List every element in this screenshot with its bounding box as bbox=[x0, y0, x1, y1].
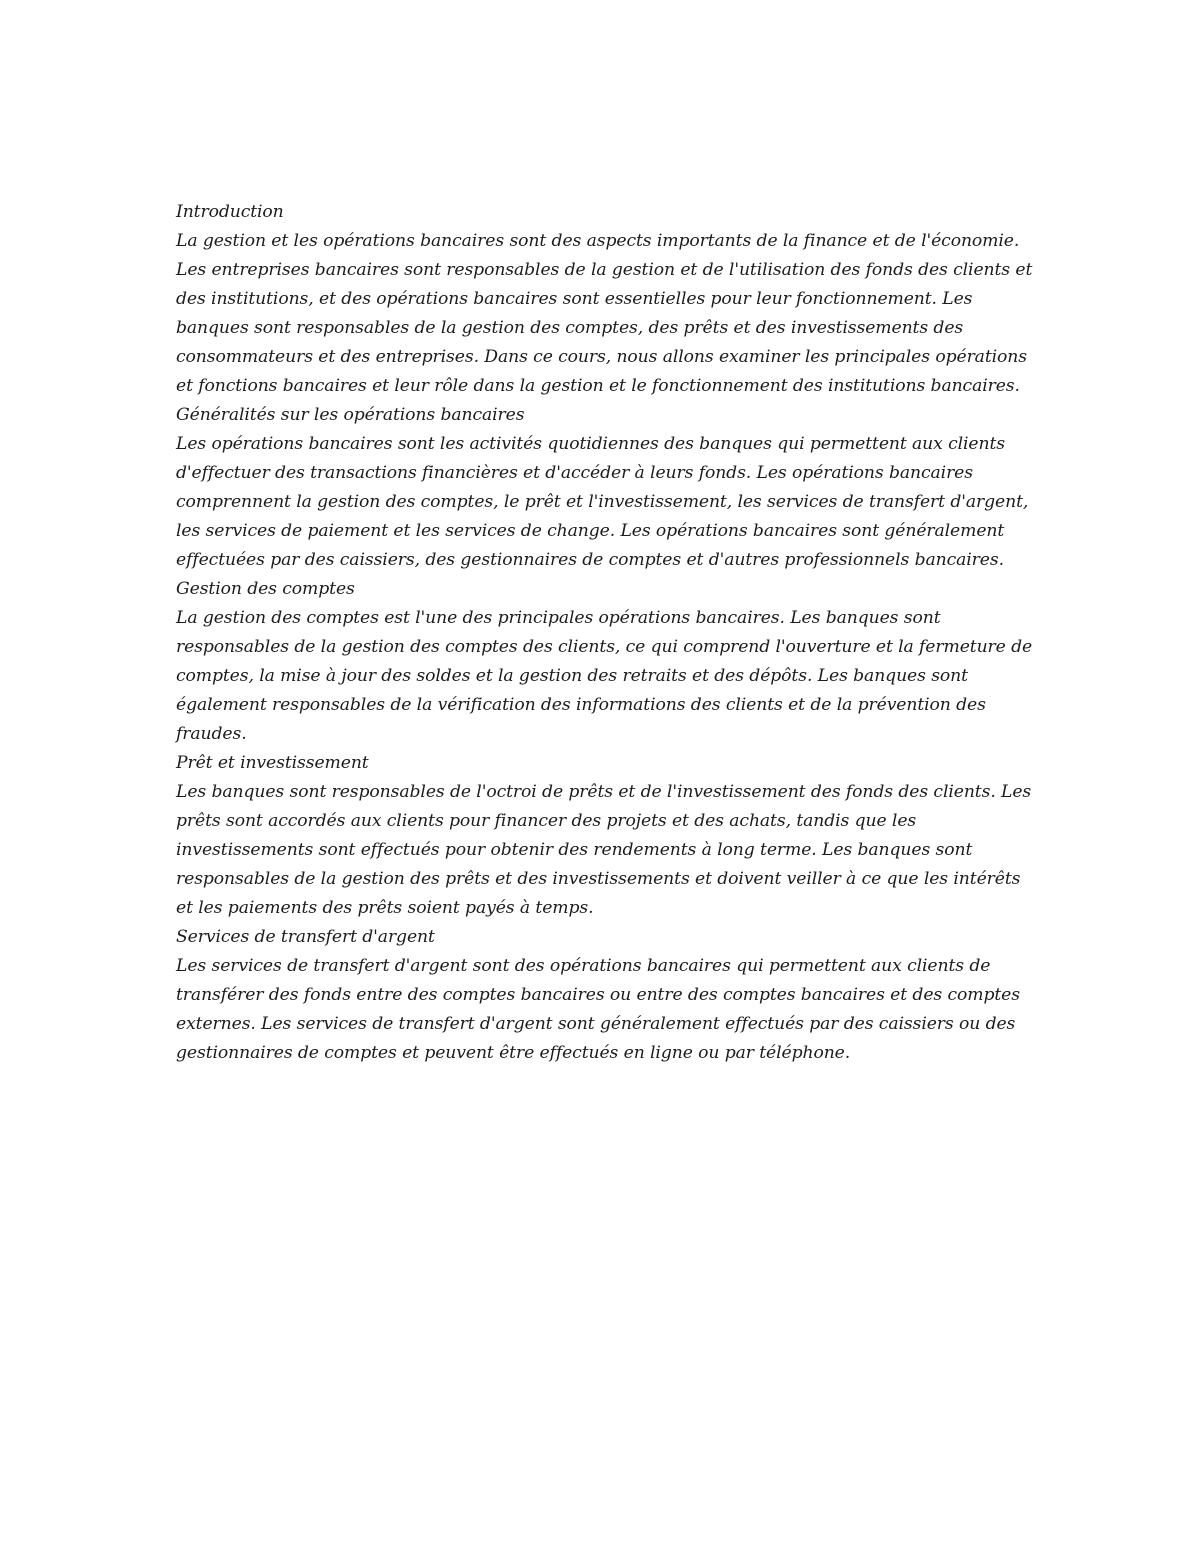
section-heading-pret-et-investissement: Prêt et investissement bbox=[176, 753, 369, 773]
section-heading-generalites: Généralités sur les opérations bancaires bbox=[176, 405, 525, 425]
section-body-pret-et-investissement: Les banques sont responsables de l'octroi de prêts et de l'investissement des fonds des clients. Les prêts sont accordés aux clients pour financer des projets et des achats, tandis que les investissements sont effectués pour obtenir des rendements à long terme. Les banques sont responsables de la gestion des prêts et des investissements et doivent veiller à ce que les intérêts et les paiements des prêts soient payés à temps. bbox=[176, 782, 1032, 918]
section-heading-transfert-d-argent: Services de transfert d'argent bbox=[176, 927, 435, 947]
section-body-transfert-d-argent: Les services de transfert d'argent sont des opérations bancaires qui permettent aux clients de transférer des fonds entre des comptes bancaires ou entre des comptes bancaires et des comptes externes. Les services de transfert d'argent sont généralement effectués par des caissiers ou des gestionnaires de comptes et peuvent être effectués en ligne ou par téléphone. bbox=[176, 956, 1020, 1063]
document-page bbox=[176, 198, 1036, 1068]
section-heading-introduction: Introduction bbox=[176, 202, 284, 222]
section-body-generalites: Les opérations bancaires sont les activités quotidiennes des banques qui permettent aux clients d'effectuer des transactions financières et d'accéder à leurs fonds. Les opérations bancaires comprennent la gestion des comptes, le prêt et l'investissement, les services de transfert d'argent, les services de paiement et les services de change. Les opérations bancaires sont généralement effectuées par des caissiers, des gestionnaires de comptes et d'autres professionnels bancaires. bbox=[176, 434, 1029, 570]
section-heading-gestion-des-comptes: Gestion des comptes bbox=[176, 579, 355, 599]
section-body-introduction: La gestion et les opérations bancaires sont des aspects importants de la finance et de l'économie. Les entreprises bancaires sont responsables de la gestion et de l'utilisation des fonds des clients et des institutions, et des opérations bancaires sont essentielles pour leur fonctionnement. Les banques sont responsables de la gestion des comptes, des prêts et des investissements des consommateurs et des entreprises. Dans ce cours, nous allons examiner les principales opérations et fonctions bancaires et leur rôle dans la gestion et le fonctionnement des institutions bancaires. bbox=[176, 231, 1033, 396]
section-body-gestion-des-comptes: La gestion des comptes est l'une des principales opérations bancaires. Les banques sont responsables de la gestion des comptes des clients, ce qui comprend l'ouverture et la fermeture de comptes, la mise à jour des soldes et la gestion des retraits et des dépôts. Les banques sont également responsables de la vérification des informations des clients et de la prévention des fraudes. bbox=[176, 608, 1033, 744]
